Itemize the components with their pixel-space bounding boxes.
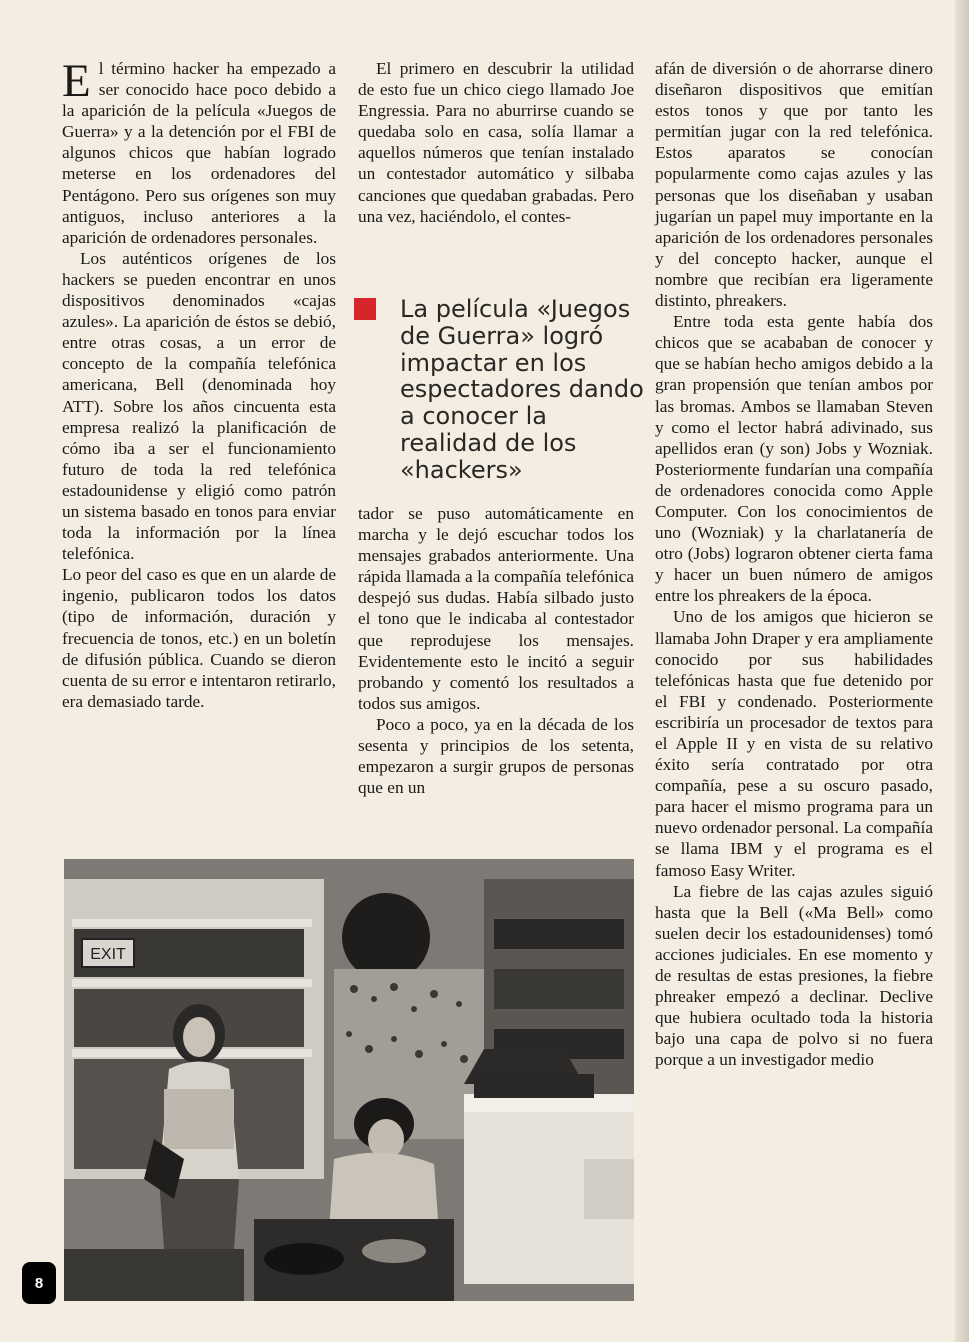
drop-cap: E [62,55,91,107]
paragraph: El primero en descubrir la utilidad de esto fue un chico ciego llamado Joe Engressia. Para no aburrirse cuando se quedaba solo en casa, solía llamar a aquellos números que tenían instalado un contestador automático y silbaba canciones que quedaban grabadas. Pero una vez, haciéndolo, el contes- [358,59,634,226]
paragraph: tador se puso automáticamente en marcha y le dejó escuchar todos los mensajes grabados anteriormente. Una rápida llamada a la compañía telefónica despejó sus dudas. Había silbado justo el tono que le indicaba al contestador que reprodujese los mensajes. Evidentemente esto le incitó a seguir probando y comentó los resultados a todos sus amigos. [358,504,634,713]
page-edge-shadow [955,0,969,1342]
photo-kids-with-computers [64,859,634,1301]
page-number: 8 [22,1262,56,1304]
photo-illustration [64,859,634,1301]
exit-sign-text: EXIT [90,946,126,963]
paragraph: afán de diversión o de ahorrarse dinero diseñaron dispositivos que emitían estos tonos y que por tanto les permitían jugar con la red telefónica. Estos aparatos se conocían popularmente como cajas azules y las personas que los diseñaban y usaban jugarían un papel muy importante en la aparición de los ordenadores personales y del concepto hacker, aunque el nombre que recibían era ligeramente distinto, phreakers. [655,59,933,311]
article-column-2-bottom [358,503,634,798]
red-square-bullet [354,298,376,320]
paragraph: La fiebre de las cajas azules siguió hasta que la Bell («Ma Bell» como suelen decir los estadounidenses) tomó acciones judiciales. En ese momento y de resultas de estas presiones, la fiebre phreaker empezó a declinar. Declive que hubiera ocultado toda la historia bajo una capa de polvo si no fuera porque a un investigador medio [655,881,933,1070]
paragraph: Entre toda esta gente había dos chicos que se acababan de conocer y que se habían hecho amigos debido a la gran propensión que tenían ambos por las bromas. Ambos se llamaban Steven y como el lector habrá adivinado, sus apellidos eran (y son) Jobs y Wozniak. Posteriormente fundarían una compañía de ordenadores conocida como Apple Computer. Con los conocimientos de uno (Wozniak) y la charlatanería de otro (Jobs) lograron obtener cierta fama y hacer un buen número de amigos entre los phreakers de la época. [655,312,933,606]
paragraph-intro: El término hacker ha empezado a ser conocido hace poco debido a la aparición de la película «Juegos de Guerra» y a la detención por el FBI de algunos chicos que habían logrado meterse en los ordenadores del Pentágono. Pero sus orígenes son muy antiguos, incluso anteriores a la aparición de ordenadores personales. [62,55,336,247]
paragraph: Poco a poco, ya en la década de los sesenta y principios de los setenta, empezaron a surgir grupos de personas que en un [358,714,634,798]
paragraph: Lo peor del caso es que en un alarde de ingenio, publicaron todos los datos (tipo de información, duración y frecuencia de tonos, etc.) en un boletín de difusión pública. Cuando se dieron cuenta de su error e intentaron retirarlo, era demasiado tarde. [62,565,336,711]
pull-quote-text: La película «Juegos de Guerra» logró impactar en los espectadores dando a conocer la realidad de los «hackers» [400,295,644,484]
article-column-3 [655,58,933,1071]
paragraph: Los auténticos orígenes de los hackers se pueden encontrar en unos dispositivos denominados «cajas azules». La aparición de éstos se debió, entre otras cosas, a un error de concepto de la compañía telefónica americana, Bell (denominada hoy ATT). Sobre los años cincuenta esta empresa realizó la planificación de cómo iba a ser el funcionamiento futuro de toda la red telefónica estadounidense y eligió como patrón un sistema basado en tonos para enviar toda la información por la línea telefónica. [62,248,336,564]
article-column-2-top [358,58,634,227]
pull-quote [354,296,644,491]
article-column-1 [62,55,336,712]
paragraph: Uno de los amigos que hicieron se llamaba John Draper y era ampliamente conocido por sus habilidades telefónicas hasta que fue detenido por el FBI y condenado. Posteriormente escribiría un procesador de textos para el Apple II y en vista de su relativo éxito sería contratado por otra compañía, pese a su oscuro pasado, para hacer el mismo programa para un nuevo ordenador personal. La compañía se llama IBM y el programa es el famoso Easy Writer. [655,607,933,880]
